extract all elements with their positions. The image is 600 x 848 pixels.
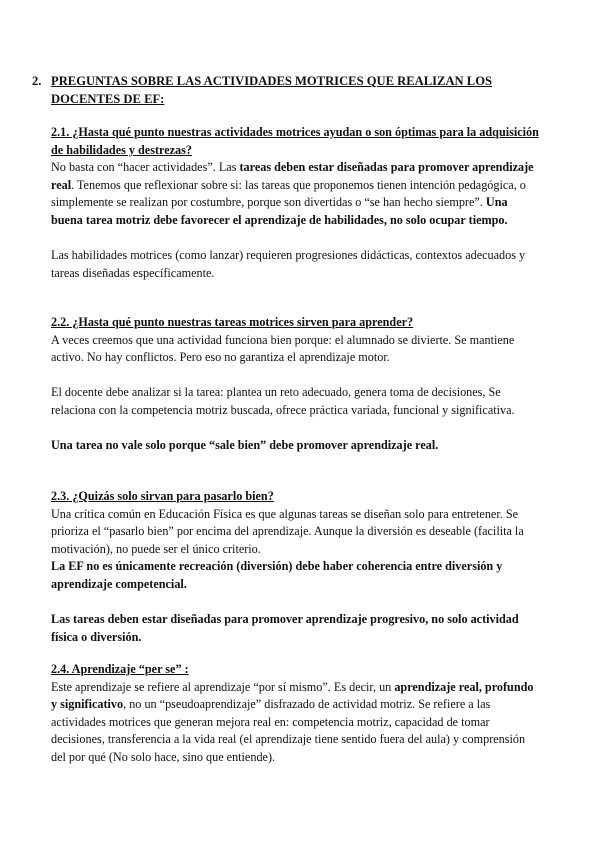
section-heading (32, 72, 532, 108)
subsection-title: 2.3. ¿Quizás solo sirvan para pasarlo bien? (51, 489, 274, 503)
subsection-title: 2.1. ¿Hasta qué punto nuestras actividades motrices ayudan o son óptimas para la adquisición de habilidades y destrezas? (51, 125, 539, 157)
subsection-2-4 (51, 661, 541, 767)
subsection-title: 2.2. ¿Hasta qué punto nuestras tareas motrices sirven para aprender? (51, 315, 414, 329)
paragraph: No basta con “hacer actividades”. Las tareas deben estar diseñadas para promover aprendizaje real. Tenemos que reflexionar sobre si: las tareas que proponemos tienen intención pedagógica, o simplemente se realizan por costumbre, porque son divertidas o “se han hecho siempre”. Una buena tarea motriz debe favorecer el aprendizaje de habilidades, no solo ocupar tiempo. (51, 160, 534, 227)
subsection-title: 2.4. Aprendizaje “per se” : (51, 662, 189, 676)
paragraph: Las tareas deben estar diseñadas para promover aprendizaje progresivo, no solo actividad física o diversión. (51, 612, 519, 644)
paragraph: Una crítica común en Educación Física es que algunas tareas se diseñan solo para entretener. Se prioriza el “pasarlo bien” por encima del aprendizaje. Aunque la diversión es deseable (facilita la motivación), no puede ser el único criterio. (51, 506, 524, 556)
section-number: 2. (32, 74, 42, 88)
paragraph: Este aprendizaje se refiere al aprendizaje “por sí mismo”. Es decir, un aprendizaje real, profundo y significativo, no un “pseudoaprendizaje” disfrazado de actividad motriz. Se refiere a las actividades motrices que generan mejora real en: competencia motriz, capacidad de tomar decisiones, transferencia a la vida real (el aprendizaje tiene sentido fuera del aula) y comprensión del por qué (No solo hace, sino que entiende). (51, 679, 534, 764)
subsection-2-3 (51, 488, 541, 646)
paragraph: A veces creemos que una actividad funciona bien porque: el alumnado se divierte. Se mantiene activo. No hay conflictos. Pero eso no garantiza el aprendizaje motor. (51, 332, 515, 365)
subsection-2-2 (51, 314, 541, 455)
paragraph: Una tarea no vale solo porque “sale bien” debe promover aprendizaje real. (51, 438, 439, 453)
paragraph: El docente debe analizar si la tarea: plantea un reto adecuado, genera toma de decisiones, Se relaciona con la competencia motriz buscada, ofrece práctica variada, funcional y significativa. (51, 385, 515, 417)
subsection-2-1 (51, 124, 541, 282)
paragraph: Las habilidades motrices (como lanzar) requieren progresiones didácticas, contextos adecuados y tareas diseñadas específicamente. (51, 248, 526, 280)
section-title: PREGUNTAS SOBRE LAS ACTIVIDADES MOTRICES QUE REALIZAN LOS DOCENTES DE EF: (51, 74, 492, 106)
paragraph: La EF no es únicamente recreación (diversión) debe haber coherencia entre diversión y aprendizaje competencial. (51, 559, 503, 591)
